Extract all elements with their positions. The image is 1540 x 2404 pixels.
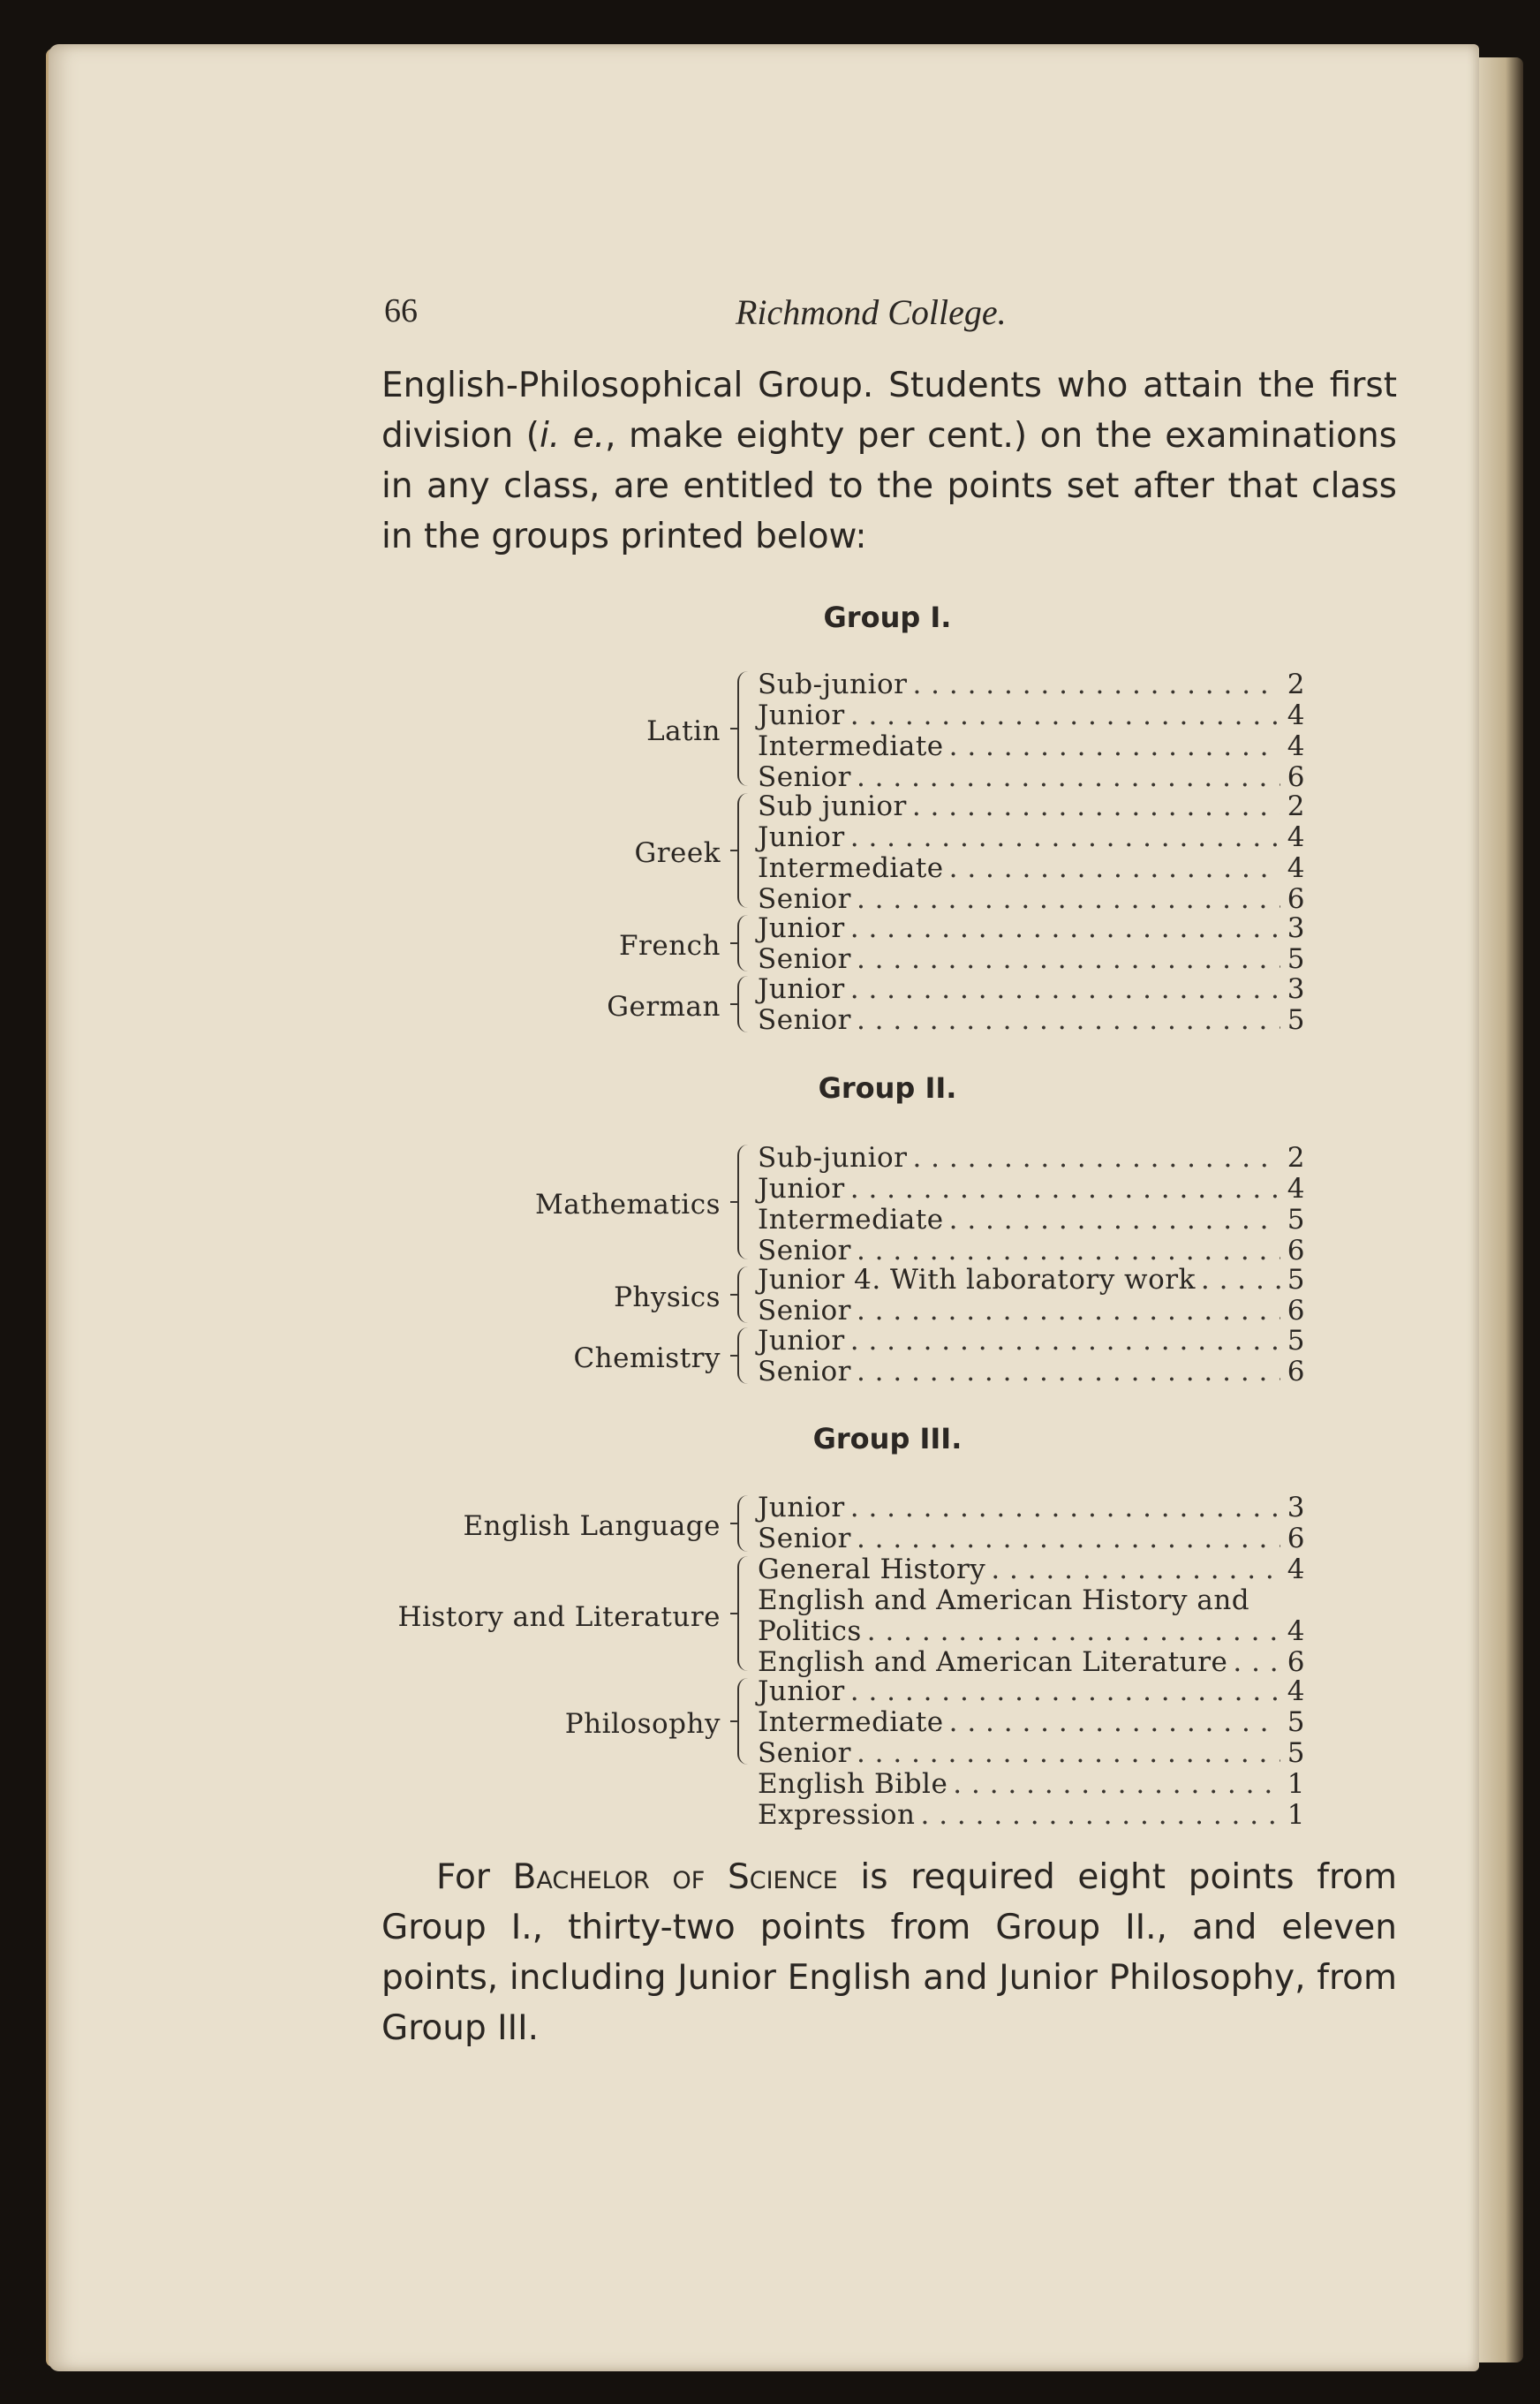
list-item xyxy=(758,1554,1305,1584)
subject-french: French xyxy=(619,930,721,962)
item-label: Senior xyxy=(758,883,851,915)
list-item xyxy=(758,1357,1305,1387)
list-item xyxy=(758,1296,1305,1326)
german-brace xyxy=(737,976,750,1032)
item-points: 6 xyxy=(1287,761,1305,793)
item-label: Junior xyxy=(758,973,845,1005)
leader-dots xyxy=(850,822,1280,852)
subject-physics: Physics xyxy=(614,1281,721,1313)
leader-dots xyxy=(857,884,1280,914)
subject-mathematics: Mathematics xyxy=(534,1189,721,1221)
item-label: Sub-junior xyxy=(758,669,908,700)
item-points: 3 xyxy=(1287,973,1305,1005)
mathematics-brace xyxy=(737,1145,750,1259)
page-number: 66 xyxy=(384,292,418,329)
item-label: Junior xyxy=(758,1675,845,1707)
leader-dots xyxy=(912,669,1280,699)
item-points: 5 xyxy=(1287,1325,1305,1357)
list-item xyxy=(758,1616,1305,1646)
leader-dots xyxy=(949,1707,1280,1737)
list-item xyxy=(758,1769,1305,1799)
list-item xyxy=(758,1205,1305,1235)
leader-dots xyxy=(949,853,1280,883)
item-points: 5 xyxy=(1287,1204,1305,1236)
french-brace xyxy=(737,915,750,971)
item-label: Intermediate xyxy=(758,730,944,762)
leader-dots xyxy=(850,1676,1280,1706)
group-2-heading: Group II. xyxy=(818,1071,957,1105)
leader-dots xyxy=(857,1357,1280,1387)
list-item xyxy=(758,1005,1305,1035)
list-item xyxy=(758,731,1305,761)
item-label: Sub-junior xyxy=(758,1142,908,1174)
english-language-brace xyxy=(737,1495,750,1552)
list-item xyxy=(758,1707,1305,1737)
item-points: 4 xyxy=(1287,852,1305,884)
physics-brace xyxy=(737,1266,750,1323)
outro-paragraph xyxy=(381,1852,1397,2053)
list-item xyxy=(758,974,1305,1004)
list-item xyxy=(758,1265,1305,1295)
item-points: 6 xyxy=(1287,1523,1305,1554)
latin-brace xyxy=(737,671,750,786)
item-points: 6 xyxy=(1287,1356,1305,1387)
item-label: Expression xyxy=(758,1799,916,1831)
item-points: 4 xyxy=(1287,1173,1305,1205)
leader-dots xyxy=(850,1326,1280,1356)
subject-latin: Latin xyxy=(646,715,721,747)
list-item xyxy=(758,1143,1305,1173)
subject-english-language: English Language xyxy=(463,1510,721,1542)
item-points: 5 xyxy=(1287,1264,1305,1296)
item-label: Politics xyxy=(758,1615,862,1647)
list-item xyxy=(758,913,1305,943)
list-item xyxy=(758,1676,1305,1706)
list-item xyxy=(758,762,1305,792)
item-points: 1 xyxy=(1287,1768,1305,1800)
list-item xyxy=(758,791,1305,821)
leader-dots xyxy=(857,1296,1280,1326)
intro-text-2: , make eighty per cent.) on the examinations in any class, are entitled to the points set after that class in the groups printed below: xyxy=(381,416,1397,556)
leader-dots xyxy=(850,974,1280,1004)
subject-greek: Greek xyxy=(634,837,721,869)
leader-dots xyxy=(857,944,1280,974)
item-points: 6 xyxy=(1287,1646,1305,1678)
subject-german: German xyxy=(607,991,721,1023)
leader-dots xyxy=(857,1738,1280,1768)
leader-dots xyxy=(991,1554,1280,1584)
subject-chemistry: Chemistry xyxy=(573,1342,721,1374)
item-points: 6 xyxy=(1287,1235,1305,1266)
item-label: Senior xyxy=(758,1295,851,1327)
list-item xyxy=(758,1585,1305,1615)
item-label: Senior xyxy=(758,1356,851,1387)
item-points: 4 xyxy=(1287,699,1305,731)
history-literature-brace xyxy=(737,1556,750,1671)
list-item xyxy=(758,1493,1305,1523)
item-label: Junior xyxy=(758,699,845,731)
list-item xyxy=(758,1738,1305,1768)
list-item xyxy=(758,884,1305,914)
item-label: English Bible xyxy=(758,1768,948,1800)
item-points: 3 xyxy=(1287,1492,1305,1523)
item-points: 6 xyxy=(1287,883,1305,915)
item-label: Senior xyxy=(758,1737,851,1769)
leader-dots xyxy=(912,791,1280,821)
list-item xyxy=(758,944,1305,974)
leader-dots xyxy=(949,731,1280,761)
item-label: Senior xyxy=(758,761,851,793)
group-3-heading: Group III. xyxy=(812,1422,962,1455)
item-points: 5 xyxy=(1287,1737,1305,1769)
item-label: Intermediate xyxy=(758,1204,944,1236)
intro-ie: i. e. xyxy=(539,416,606,456)
item-points: 2 xyxy=(1287,1142,1305,1174)
item-points: 6 xyxy=(1287,1295,1305,1327)
leader-dots xyxy=(857,1523,1280,1554)
item-points: 4 xyxy=(1287,1554,1305,1585)
item-points: 1 xyxy=(1287,1799,1305,1831)
item-label: Sub junior xyxy=(758,790,907,822)
leader-dots xyxy=(857,762,1280,792)
outro-degree: Bachelor of Science xyxy=(512,1857,838,1897)
item-label: Intermediate xyxy=(758,852,944,884)
running-title: Richmond College. xyxy=(736,292,1007,332)
item-label: Senior xyxy=(758,1523,851,1554)
leader-dots xyxy=(920,1800,1280,1830)
item-label: Junior xyxy=(758,912,845,944)
leader-dots xyxy=(857,1236,1280,1266)
leader-dots xyxy=(1233,1647,1280,1677)
item-label: Senior xyxy=(758,1235,851,1266)
leader-dots xyxy=(850,913,1280,943)
list-item xyxy=(758,1800,1305,1830)
list-item xyxy=(758,1326,1305,1356)
item-points: 4 xyxy=(1287,1615,1305,1647)
item-label: Junior xyxy=(758,1173,845,1205)
leader-dots xyxy=(912,1143,1280,1173)
item-points: 5 xyxy=(1287,943,1305,975)
item-label: Senior xyxy=(758,1004,851,1036)
leader-dots xyxy=(949,1205,1280,1235)
list-item xyxy=(758,1236,1305,1266)
list-item xyxy=(758,700,1305,730)
item-points: 4 xyxy=(1287,730,1305,762)
intro-paragraph xyxy=(381,360,1397,562)
list-item xyxy=(758,669,1305,699)
item-label: Junior xyxy=(758,821,845,853)
item-points: 5 xyxy=(1287,1004,1305,1036)
chemistry-brace xyxy=(737,1327,750,1384)
item-label: Junior xyxy=(758,1325,845,1357)
intro-text-1: English-Philosophical Group. Students who attain the first division ( xyxy=(381,366,1397,456)
item-label: Intermediate xyxy=(758,1706,944,1738)
item-points: 3 xyxy=(1287,912,1305,944)
item-points: 4 xyxy=(1287,1675,1305,1707)
list-item xyxy=(758,1647,1305,1677)
item-label: Senior xyxy=(758,943,851,975)
outro-text: is required eight points from Group I., thirty-two points from Group II., and eleven points, including Junior English and Junior Philosophy, from Group III. xyxy=(381,1857,1398,2048)
group-1-heading: Group I. xyxy=(823,601,952,634)
item-label: English and American History and xyxy=(758,1584,1250,1616)
subject-history-literature: History and Literature xyxy=(397,1601,721,1633)
subject-philosophy: Philosophy xyxy=(564,1708,721,1740)
item-points: 4 xyxy=(1287,821,1305,853)
leader-dots xyxy=(953,1769,1280,1799)
item-label: English and American Literature xyxy=(758,1646,1228,1678)
leader-dots xyxy=(857,1005,1280,1035)
philosophy-brace xyxy=(737,1678,750,1765)
greek-brace xyxy=(737,793,750,908)
item-label: Junior 4. With laboratory work xyxy=(758,1264,1196,1296)
list-item xyxy=(758,1523,1305,1554)
leader-dots xyxy=(850,700,1280,730)
list-item xyxy=(758,1174,1305,1204)
leader-dots xyxy=(867,1616,1280,1646)
item-points: 5 xyxy=(1287,1706,1305,1738)
leader-dots xyxy=(850,1493,1280,1523)
leader-dots xyxy=(850,1174,1280,1204)
item-points: 2 xyxy=(1287,669,1305,700)
item-label: Junior xyxy=(758,1492,845,1523)
leader-dots xyxy=(1201,1265,1280,1295)
list-item xyxy=(758,822,1305,852)
item-label: General History xyxy=(758,1554,986,1585)
list-item xyxy=(758,853,1305,883)
outro-lead: For xyxy=(436,1857,513,1897)
item-points: 2 xyxy=(1287,790,1305,822)
